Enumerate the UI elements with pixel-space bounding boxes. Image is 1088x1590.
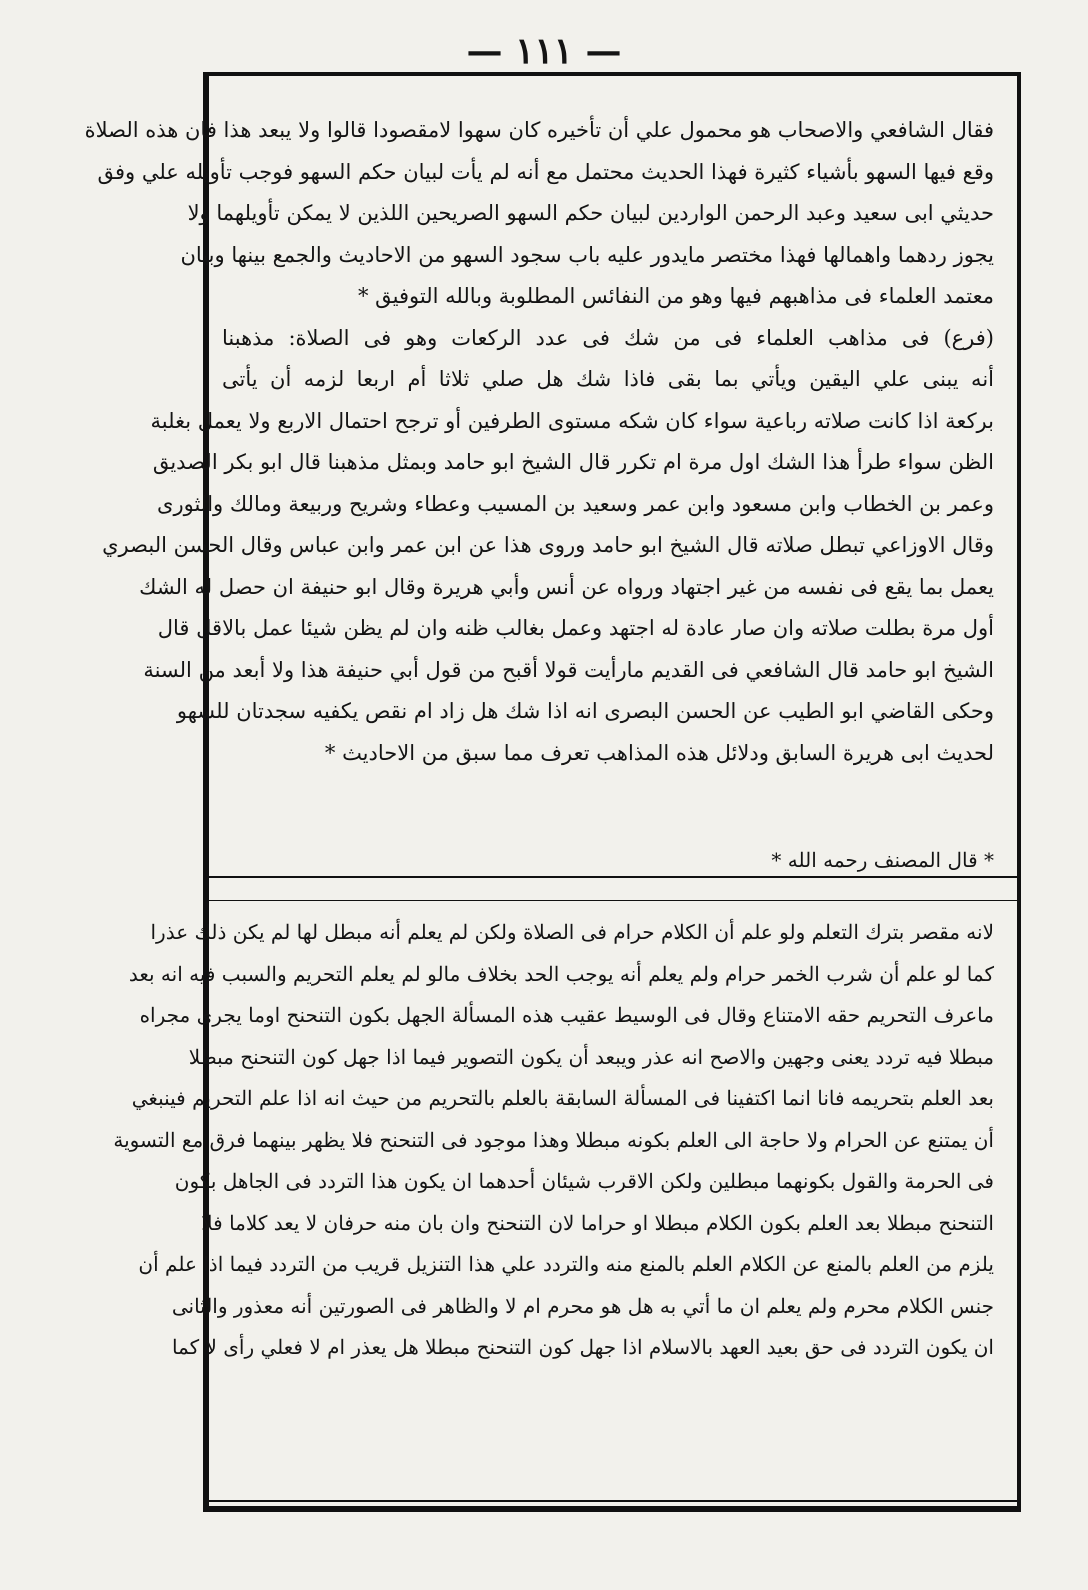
- divider: [209, 876, 1017, 878]
- main-text-line: حديثي ابى سعيد وعبد الرحمن الواردين لبيان حكم السهو الصريحين اللذين لا يمكن تأويلهما ولا: [187, 201, 994, 225]
- commentary-line: ماعرف التحريم حقه الامتناع وقال فى الوسيط عقيب هذه المسألة الجهل بكون التنحنح اوما يجرى مجراه: [139, 1003, 994, 1027]
- commentary-line: جنس الكلام محرم ولم يعلم ان ما أتي به هل هو محرم ام لا والظاهر فى الصورتين أنه معذور والثانى: [171, 1293, 994, 1318]
- main-text: [84, 110, 994, 774]
- main-text-line: يعمل بما يقع فى نفسه من غير اجتهاد ورواه عن أنس وأبي هريرة وقال ابو حنيفة ان حصل له الشك: [139, 574, 994, 599]
- main-text-line: أنه يبنى علي اليقين ويأتي بما بقى فاذا شك هل صلي ثلاثا أم اربعا لزمه أن يأتى: [222, 367, 994, 391]
- main-text-line: لحديث ابى هريرة السابق ودلائل هذه المذاهب تعرف مما سبق من الاحاديث *: [324, 740, 994, 765]
- commentary-line: التنحنح مبطلا بعد العلم بكون الكلام مبطلا او حراما لان التنحنح وان بان منه حرفان لا يعد كلاما فلا: [201, 1210, 994, 1235]
- main-text-line: بركعة اذا كانت صلاته رباعية سواء كان شكه مستوى الطرفين أو ترجح احتمال الاربع ولا يعمل بغلبة: [150, 408, 994, 433]
- commentary-line: فى الحرمة والقول بكونهما مبطلين ولكن الاقرب شيئان أحدهما ان يكون هذا التردد فى الجاهل بكون: [174, 1169, 994, 1193]
- main-text-line: الشيخ ابو حامد قال الشافعي فى القديم مارأيت قولا أقبح من قول أبي حنيفة هذا ولا أبعد من السنة: [143, 657, 994, 682]
- divider: [209, 900, 1017, 901]
- main-text-line: أول مرة بطلت صلاته وان صار عادة له اجتهد وعمل بغالب ظنه وان لم يظن شيئا عمل بالاقل قال: [157, 616, 994, 640]
- main-text-line: معتمد العلماء فى مذاهبهم فيها وهو من النفائس المطلوبة وبالله التوفيق *: [357, 284, 994, 308]
- commentary-line: ان يكون التردد فى حق بعيد العهد بالاسلام اذا جهل كون التنحنح مبطلا هل يعذر ام لا فعلي رأى لا كما: [171, 1335, 994, 1359]
- main-text-line: يجوز ردهما واهمالها فهذا مختصر مايدور عليه باب سجود السهو من الاحاديث والجمع بينها وبيان: [180, 242, 994, 267]
- main-text-line: وقال الاوزاعي تبطل صلاته قال الشيخ ابو حامد وروى هذا عن ابن عمر وابن عباس وقال الحسن البصري: [102, 533, 994, 557]
- section-heading: * قال المصنف رحمه الله *: [771, 848, 994, 872]
- frame-bottom-rule: [203, 1500, 1021, 1502]
- commentary-line: كما لو علم أن شرب الخمر حرام ولم يعلم أنه يوجب الحد بخلاف مالو لم يعلم التحريم والسبب فيه انه بعد: [128, 961, 994, 986]
- main-text-line: الظن سواء طرأ هذا الشك اول مرة ام تكرر قال الشيخ ابو حامد وبمثل مذهبنا قال ابو بكر الصديق: [152, 450, 994, 474]
- commentary-line: أن يمتنع عن الحرام ولا حاجة الى العلم بكونه مبطلا وهذا موجود فى التنحنح فلا يظهر بينهما فرق مع التسوية: [113, 1127, 994, 1152]
- commentary-line: بعد العلم بتحريمه فانا انما اكتفينا فى المسألة السابقة بالعلم بالتحريم من حيث انه اذا علم التحريم فينبغي: [131, 1086, 994, 1110]
- main-text-line: (فرع) فى مذاهب العلماء فى من شك فى عدد الركعات وهو فى الصلاة: مذهبنا: [222, 325, 994, 350]
- main-text-line: وقع فيها السهو بأشياء كثيرة فهذا الحديث محتمل مع أنه لم يأت لبيان حكم السهو فوجب تأويله علي وفق: [97, 159, 994, 184]
- main-text-line: وحكى القاضي ابو الطيب عن الحسن البصرى انه اذا شك هل زاد ام نقص يكفيه سجدتان للسهو: [176, 699, 994, 723]
- commentary-line: لانه مقصر بترك التعلم ولو علم أن الكلام حرام فى الصلاة ولكن لم يعلم أنه مبطل لها لم يكن ذلك عذرا: [150, 920, 994, 944]
- main-text-line: وعمر بن الخطاب وابن مسعود وابن عمر وسعيد بن المسيب وعطاء وشريح وربيعة ومالك والثورى: [157, 491, 994, 516]
- page-number: — ١١١ —: [466, 30, 622, 72]
- main-text-line: فقال الشافعي والاصحاب هو محمول علي أن تأخيره كان سهوا لامقصودا قالوا ولا يبعد هذا فان هذه الصلاة: [84, 118, 994, 142]
- commentary-line: يلزم من العلم بالمنع عن الكلام العلم بالمنع منه والتردد علي هذا التنزيل قريب من التردد فيما اذا علم أن: [138, 1252, 994, 1276]
- commentary-line: مبطلا فيه تردد يعنى وجهين والاصح انه عذر ويبعد أن يكون التصوير فيما اذا جهل كون التنحنح مبطلا: [188, 1044, 994, 1069]
- commentary-text: [113, 912, 994, 1369]
